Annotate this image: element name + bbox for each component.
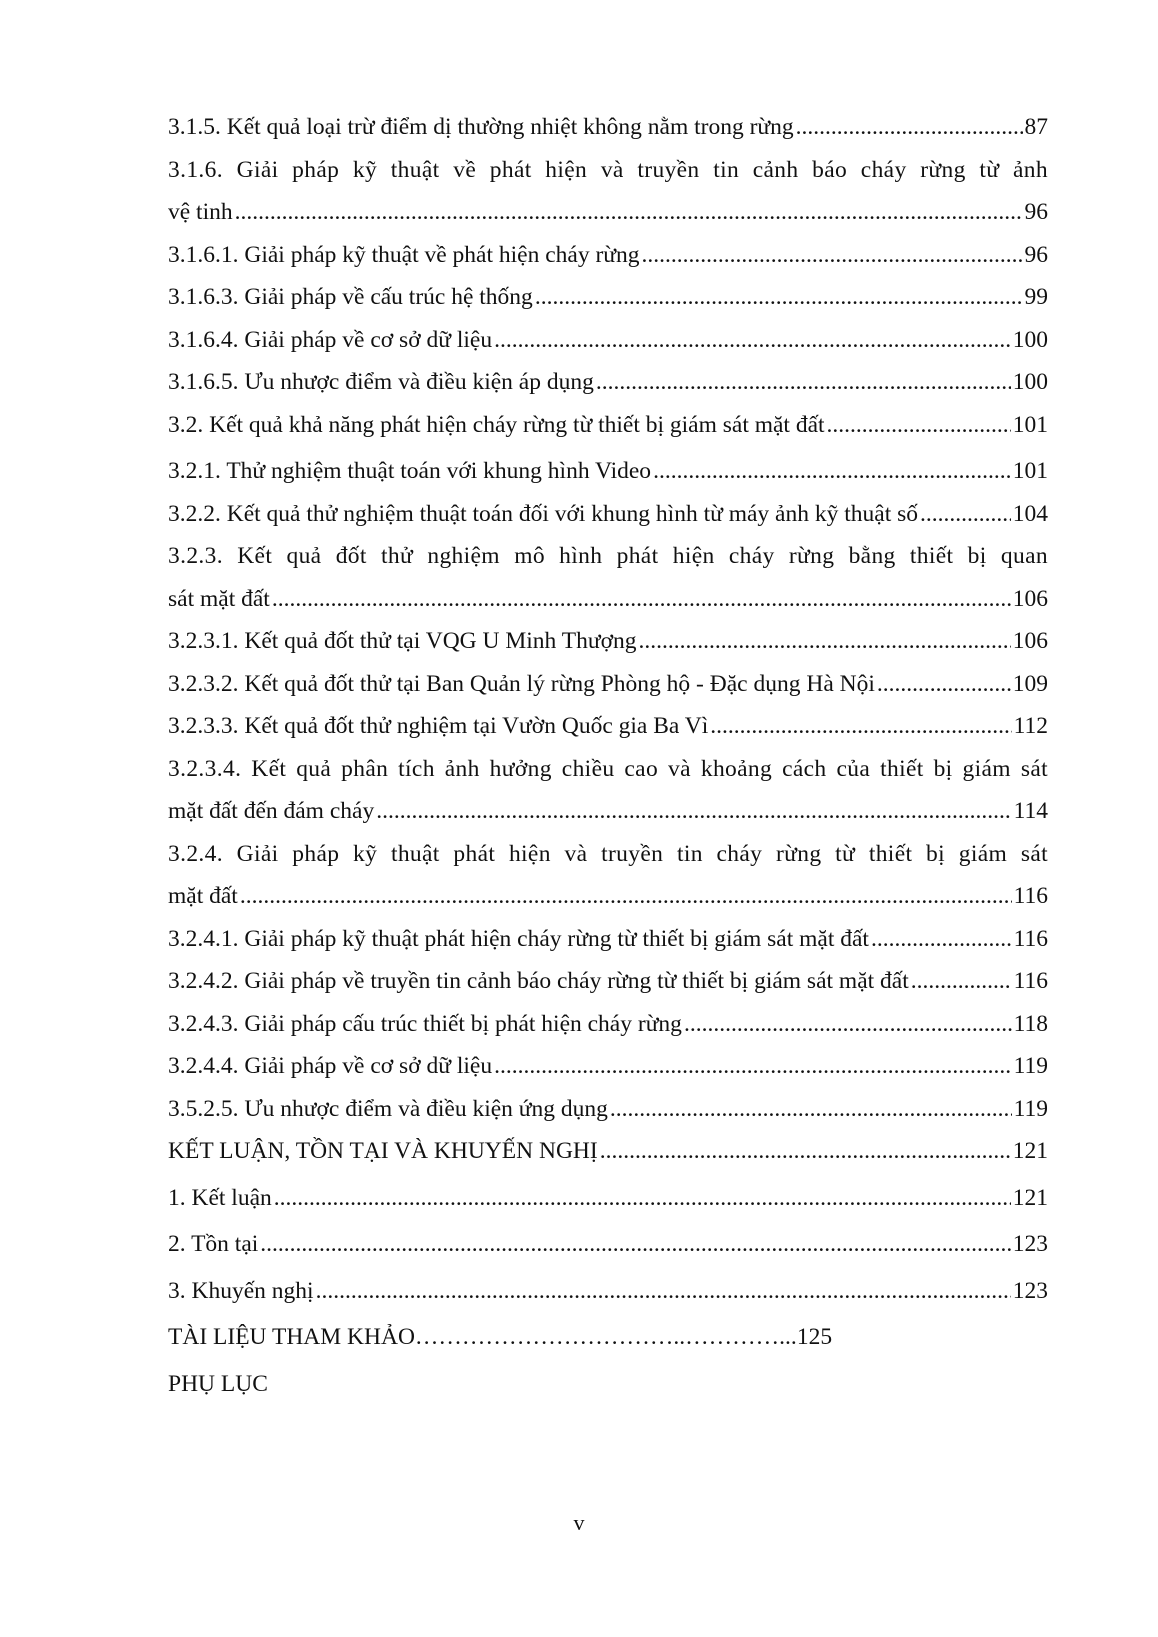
toc-entry xyxy=(168,833,1048,918)
dot-leader xyxy=(235,191,1023,234)
toc-entry xyxy=(168,1270,1048,1313)
toc-entry-page: 125 xyxy=(796,1324,833,1350)
toc-entry-title: 3.2. Kết quả khả năng phát hiện cháy rừng từ thiết bị giám sát mặt đất xyxy=(168,411,825,438)
toc-entry-title: mặt đất xyxy=(168,883,238,909)
toc-entry-title: 3.1.5. Kết quả loại trừ điểm dị thường nhiệt không nằm trong rừng xyxy=(168,114,794,140)
toc-entry-page: 118 xyxy=(1013,1010,1048,1037)
toc-entry-page: 101 xyxy=(1012,458,1048,484)
dot-leader xyxy=(639,620,1011,663)
dot-leader xyxy=(494,1045,1012,1088)
toc-entry-title: 3.2.1. Thử nghiệm thuật toán với khung hình Video xyxy=(168,458,652,484)
toc-entry xyxy=(168,361,1048,404)
dot-leader xyxy=(600,1130,1011,1173)
dot-leader xyxy=(376,790,1011,833)
toc-entry-page: 106 xyxy=(1012,585,1048,612)
toc-entry-title: 3. Khuyến nghị xyxy=(168,1277,314,1304)
toc-entry-page: 112 xyxy=(1013,713,1048,739)
dot-leader xyxy=(796,106,1023,149)
toc-entry-page: 116 xyxy=(1013,883,1048,909)
toc-entry xyxy=(168,1088,1048,1131)
toc-entry-title-line1: 3.2.3.4. Kết quả phân tích ảnh hưởng chiều cao và khoảng cách của thiết bị giám sát xyxy=(168,755,1048,782)
appendix-heading: PHỤ LỤC xyxy=(168,1370,268,1397)
toc-entry-page: 121 xyxy=(1012,1138,1048,1164)
dot-leader xyxy=(877,663,1011,706)
toc-entry-title: 3.5.2.5. Ưu nhược điểm và điều kiện ứng dụng xyxy=(168,1095,608,1122)
toc-entry-title: KẾT LUẬN, TỒN TẠI VÀ KHUYẾN NGHỊ xyxy=(168,1138,598,1164)
dot-leader xyxy=(710,705,1011,748)
toc-entry-title: 3.1.6.5. Ưu nhược điểm và điều kiện áp dụng xyxy=(168,369,594,395)
toc-entry-page: 116 xyxy=(1013,925,1048,952)
toc-entry-title: 3.2.3.3. Kết quả đốt thử nghiệm tại Vườn Quốc gia Ba Vì xyxy=(168,713,709,739)
toc-entry-title: TÀI LIỆU THAM KHẢO……………………………..…………... xyxy=(168,1324,797,1350)
toc-entry xyxy=(168,960,1048,1003)
page-number: v xyxy=(573,1510,585,1535)
toc-entry xyxy=(168,1045,1048,1088)
dot-leader xyxy=(911,960,1012,1003)
dot-leader xyxy=(494,319,1011,362)
dot-leader xyxy=(274,1177,1011,1220)
toc-entry xyxy=(168,748,1048,833)
dot-leader xyxy=(684,1003,1012,1046)
toc-entry xyxy=(168,1177,1048,1220)
toc-entry xyxy=(168,319,1048,362)
toc-entry-title: 3.1.6.4. Giải pháp về cơ sở dữ liệu xyxy=(168,326,493,353)
toc-entry-title: 3.1.6.1. Giải pháp kỹ thuật về phát hiện cháy rừng xyxy=(168,241,640,268)
toc-entry-page: 123 xyxy=(1012,1277,1048,1304)
toc-entry xyxy=(168,535,1048,620)
toc-entry-title: 3.2.4.1. Giải pháp kỹ thuật phát hiện cháy rừng từ thiết bị giám sát mặt đất xyxy=(168,925,869,952)
toc-entry-page: 96 xyxy=(1024,199,1048,225)
toc-entry-page: 100 xyxy=(1012,326,1048,353)
toc-entry-title-line1: 3.1.6. Giải pháp kỹ thuật về phát hiện và truyền tin cảnh báo cháy rừng từ ảnh xyxy=(168,156,1048,183)
toc-entry-title: 3.1.6.3. Giải pháp về cấu trúc hệ thống xyxy=(168,284,533,310)
toc-entry xyxy=(168,149,1048,234)
dot-leader xyxy=(642,234,1023,277)
dot-leader xyxy=(240,875,1012,918)
toc-entry-page: 96 xyxy=(1024,241,1048,268)
dot-leader xyxy=(535,276,1023,319)
toc-entry xyxy=(168,106,1048,149)
toc-entry-page: 121 xyxy=(1012,1184,1048,1211)
toc-entry-title: 1. Kết luận xyxy=(168,1184,272,1211)
toc-entry xyxy=(168,620,1048,663)
dot-leader xyxy=(610,1088,1012,1131)
toc-entry xyxy=(168,450,1048,493)
toc-entry xyxy=(168,1003,1048,1046)
toc-entry-title-line1: 3.2.3. Kết quả đốt thử nghiệm mô hình phát hiện cháy rừng bằng thiết bị quan xyxy=(168,543,1048,569)
toc-entry-title: 3.2.4.3. Giải pháp cấu trúc thiết bị phát hiện cháy rừng xyxy=(168,1010,682,1037)
dot-leader xyxy=(827,404,1011,447)
toc-entry xyxy=(168,705,1048,748)
toc-entry-page: 114 xyxy=(1013,798,1048,824)
toc-entry xyxy=(168,493,1048,536)
toc-entry-page: 101 xyxy=(1012,411,1048,438)
toc-entry-title: sát mặt đất xyxy=(168,585,270,612)
toc-entry-page: 116 xyxy=(1013,968,1048,994)
toc-entry-title: 3.2.4.4. Giải pháp về cơ sở dữ liệu xyxy=(168,1053,493,1079)
toc-entry xyxy=(168,1223,1048,1266)
toc-entry-page: 123 xyxy=(1012,1231,1048,1257)
toc-entry-title-line1: 3.2.4. Giải pháp kỹ thuật phát hiện và truyền tin cháy rừng từ thiết bị giám sát xyxy=(168,840,1048,867)
toc-entry xyxy=(168,234,1048,277)
toc-entry-title: 3.2.2. Kết quả thử nghiệm thuật toán đối với khung hình từ máy ảnh kỹ thuật số xyxy=(168,500,918,527)
dot-leader xyxy=(272,578,1011,621)
toc-entry xyxy=(168,1316,1048,1359)
dot-leader xyxy=(316,1270,1011,1313)
toc-entry-title: 3.2.4.2. Giải pháp về truyền tin cảnh báo cháy rừng từ thiết bị giám sát mặt đất xyxy=(168,968,909,994)
toc-entry-page: 87 xyxy=(1024,114,1048,140)
toc-entry xyxy=(168,404,1048,447)
toc-entry-title: mặt đất đến đám cháy xyxy=(168,798,375,824)
toc-entry xyxy=(168,918,1048,961)
toc-entry-page: 119 xyxy=(1013,1095,1048,1122)
toc-entry-title: 3.2.3.1. Kết quả đốt thử tại VQG U Minh Thượng xyxy=(168,628,637,654)
toc-entry-page: 104 xyxy=(1012,500,1048,527)
toc-entry-page: 119 xyxy=(1013,1053,1048,1079)
toc-entry xyxy=(168,1130,1048,1173)
toc-entry-page: 106 xyxy=(1012,628,1048,654)
toc-entry-page: 100 xyxy=(1012,369,1048,395)
dot-leader xyxy=(653,450,1011,493)
toc-entry xyxy=(168,663,1048,706)
dot-leader xyxy=(920,493,1011,536)
dot-leader xyxy=(260,1223,1010,1266)
dot-leader xyxy=(871,918,1012,961)
toc-entry-title: 2. Tồn tại xyxy=(168,1231,259,1257)
table-of-contents xyxy=(168,106,1048,1405)
toc-entry-title: vệ tinh xyxy=(168,199,233,225)
toc-entry-title: 3.2.3.2. Kết quả đốt thử tại Ban Quản lý rừng Phòng hộ - Đặc dụng Hà Nội xyxy=(168,670,875,697)
toc-entry xyxy=(168,276,1048,319)
dot-leader xyxy=(596,361,1011,404)
toc-entry-page: 99 xyxy=(1024,284,1048,310)
toc-entry-page: 109 xyxy=(1012,670,1048,697)
